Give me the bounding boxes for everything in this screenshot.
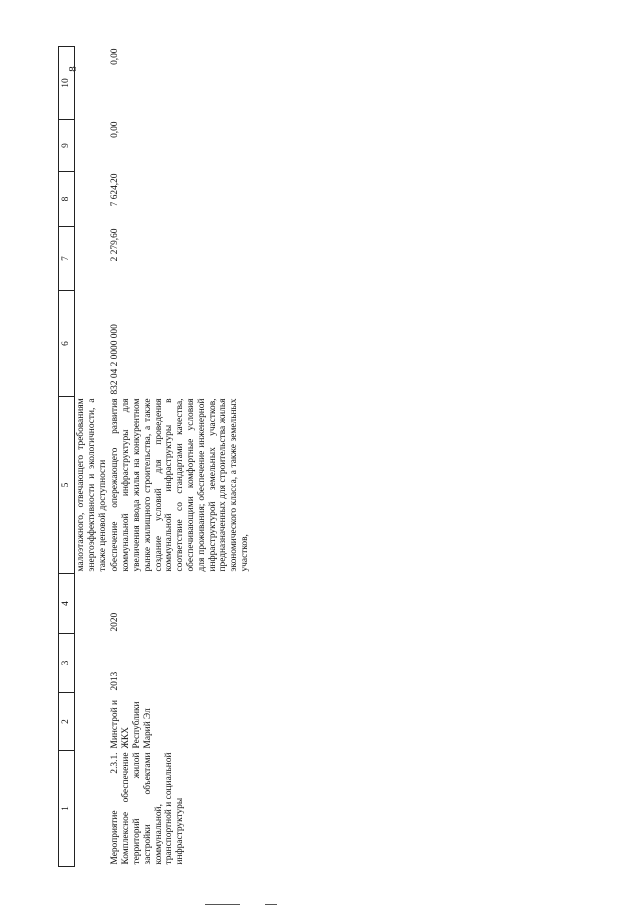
header-col-8: 8 xyxy=(59,172,75,227)
header-col-1: 1 xyxy=(59,751,75,867)
activity-name: Мероприятие 2.3.1. Комплексное обеспечение территорий жилой застройки объектами коммунальной, транспортной и социальной инфраструктуры xyxy=(110,752,186,865)
value-col-7: 2 279,60 xyxy=(110,228,121,262)
header-col-4: 4 xyxy=(59,574,75,634)
header-col-5: 5 xyxy=(59,397,75,574)
start-year: 2013 xyxy=(110,671,121,691)
header-row xyxy=(59,47,75,867)
continuation-result-text: малоэтажного, отвечающего требованиям энергоэффективности и экологичности, а также ценовой доступности xyxy=(76,398,108,572)
value-col-10: 0,00 xyxy=(110,48,121,65)
header-col-2: 2 xyxy=(59,693,75,751)
header-col-3: 3 xyxy=(59,634,75,693)
rotated-table-area xyxy=(50,17,590,887)
expected-result-text: обеспечение опережающего развития коммунальной инфраструктуры для увеличения ввода жилья на конкурентном рынке жилищного строительства, а также создание условий для проведения коммунальной инфраструктуры в соответствие со стандартами качества, обеспечивающими комфортные условия для проживания; обеспечение инженерной инфраструктурой земельных участков, предназначенных для строительства жилья экономического класса, а также земельных участков, xyxy=(110,398,250,572)
header-col-10: 10 xyxy=(59,47,75,120)
table-row xyxy=(109,47,251,867)
page-number: 8 xyxy=(66,66,79,72)
responsible-executor: Минстрой и ЖКХ Республики Марий Эл xyxy=(110,700,153,749)
header-col-6: 6 xyxy=(59,291,75,397)
continuation-row xyxy=(75,47,110,867)
program-table xyxy=(58,46,252,867)
budget-code: 832 04 2 0000 000 xyxy=(110,324,121,395)
end-year: 2020 xyxy=(110,612,121,632)
value-col-9: 0,00 xyxy=(110,121,121,138)
header-col-7: 7 xyxy=(59,227,75,291)
header-col-9: 9 xyxy=(59,120,75,172)
value-col-8: 7 624,20 xyxy=(110,173,121,207)
